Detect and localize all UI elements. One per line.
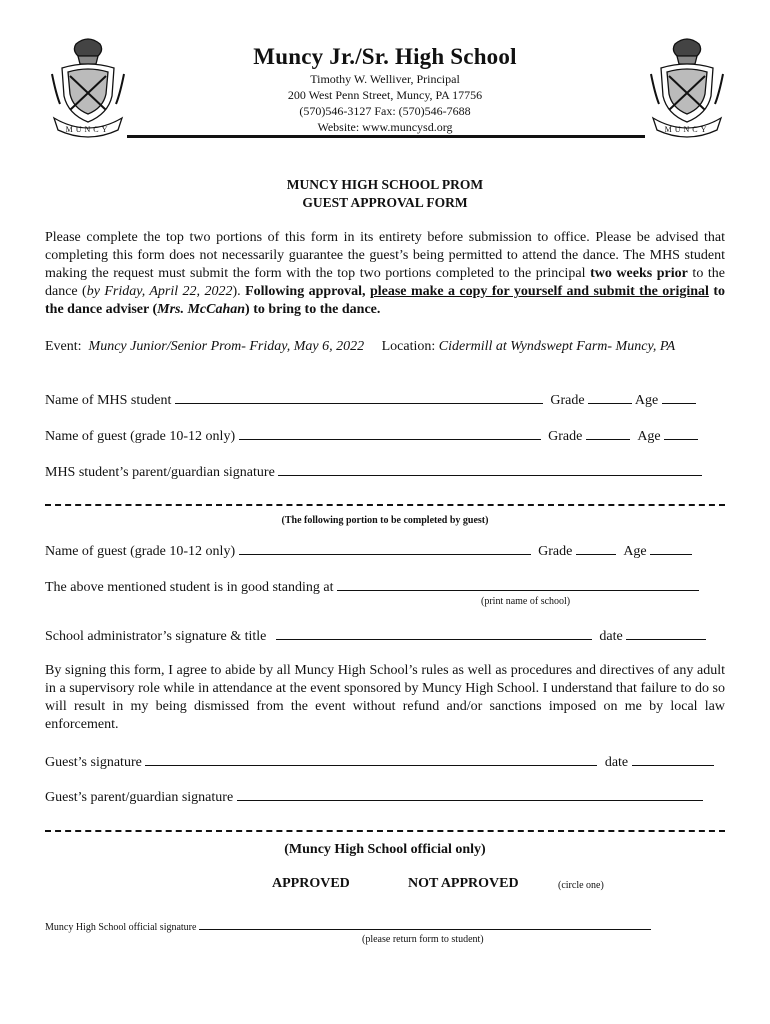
school-crest-logo-right — [647, 34, 727, 138]
event-info: Event: Muncy Junior/Senior Prom- Friday, May 6, 2022 Location: Cidermill at Wyndswept Farm- Muncy, PA — [45, 339, 676, 354]
guest-signature-field[interactable] — [145, 752, 597, 766]
parent-signature-field[interactable] — [278, 462, 702, 476]
svg-text:MUNCY: MUNCY — [65, 125, 111, 134]
return-note: (please return form to student) — [362, 934, 484, 945]
guest-name-field-2[interactable] — [239, 541, 531, 555]
official-signature-field[interactable] — [199, 920, 651, 930]
student-name-row: Name of MHS student Grade Age — [45, 390, 696, 410]
school-name: Muncy Jr./Sr. High School — [253, 44, 517, 69]
guest-name-row-2: Name of guest (grade 10-12 only) Grade Age — [45, 541, 692, 561]
guest-date-field[interactable] — [632, 752, 714, 766]
print-school-note: (print name of school) — [481, 596, 571, 607]
guest-grade-field-2[interactable] — [576, 541, 616, 555]
guest-parent-signature-row: Guest’s parent/guardian signature — [45, 787, 703, 807]
official-signature-row: Muncy High School official signature — [45, 920, 651, 933]
address-line: 200 West Penn Street, Muncy, PA 17756 — [287, 88, 483, 102]
form-title-line2: GUEST APPROVAL FORM — [302, 195, 468, 210]
guest-age-field-2[interactable] — [650, 541, 692, 555]
guest-parent-signature-field[interactable] — [237, 787, 703, 801]
header-rule — [127, 135, 645, 138]
parent-signature-row: MHS student’s parent/guardian signature — [45, 462, 702, 482]
guest-signature-row: Guest’s signature date — [45, 752, 714, 772]
student-grade-field[interactable] — [588, 390, 632, 404]
not-approved-option[interactable]: NOT APPROVED — [408, 876, 519, 891]
school-crest-logo-left — [48, 34, 128, 138]
guest-name-row: Name of guest (grade 10-12 only) Grade Age — [45, 426, 698, 446]
website-line: Website: www.muncysd.org — [317, 120, 453, 134]
guest-age-field[interactable] — [664, 426, 698, 440]
guest-grade-field[interactable] — [586, 426, 630, 440]
standing-row: The above mentioned student is in good standing at — [45, 577, 699, 597]
guest-section-note: (The following portion to be completed by guest) — [281, 515, 489, 526]
student-age-field[interactable] — [662, 390, 696, 404]
school-name-field[interactable] — [337, 577, 699, 591]
phone-fax-line: (570)546-3127 Fax: (570)546-7688 — [299, 104, 471, 118]
circle-one-note: (circle one) — [558, 880, 604, 891]
admin-signature-field[interactable] — [276, 626, 592, 640]
form-title-line1: MUNCY HIGH SCHOOL PROM — [286, 177, 484, 192]
student-name-field[interactable] — [175, 390, 543, 404]
admin-signature-row: School administrator’s signature & title date — [45, 626, 706, 646]
admin-date-field[interactable] — [626, 626, 706, 640]
section-divider — [45, 504, 725, 506]
intro-paragraph: Please complete the top two portions of this form in its entirety before submission to office. Please be advised that completing this form does not necessarily guarantee the guest’s being permitted to attend the dance. The MHS student making the request must submit the form with the top two portions completed to the principal two weeks prior to the dance (by Friday, April 22, 2022). Following approval, please make a copy for yourself and submit the original to the dance adviser (Mrs. McCahan) to bring to the dance. — [45, 230, 726, 317]
agreement-paragraph: By signing this form, I agree to abide by all Muncy High School’s rules as well as procedures and directives of any adult in a supervisory role while in attendance at the event sponsored by Muncy High School. I understand that failure to do so will result in my being dismissed from the event without refund and/or sanctions imposed on me by local law enforcement. — [45, 663, 725, 732]
svg-text:MUNCY: MUNCY — [664, 125, 710, 134]
official-heading: (Muncy High School official only) — [284, 842, 486, 857]
guest-name-field[interactable] — [239, 426, 541, 440]
official-divider — [45, 830, 725, 832]
principal-line: Timothy W. Welliver, Principal — [310, 72, 460, 86]
approved-option[interactable]: APPROVED — [272, 876, 350, 891]
